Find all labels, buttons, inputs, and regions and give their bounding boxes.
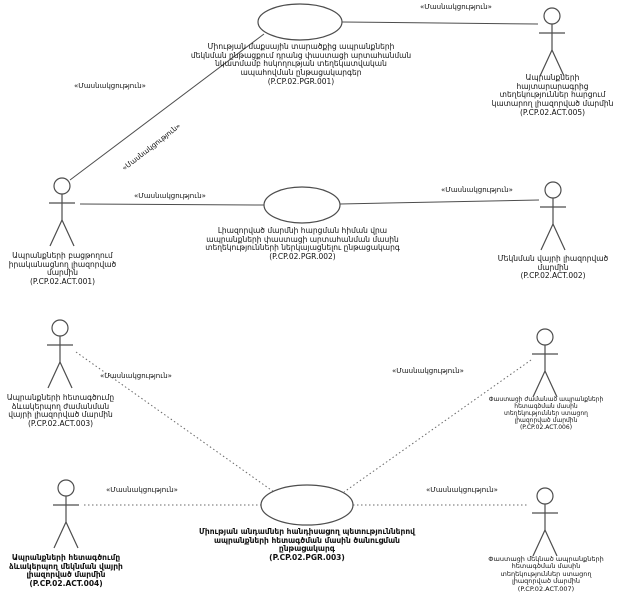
actor-label-act001 bbox=[5, 252, 120, 287]
actor-name-act002: Մեկնման վայրի լիազորված մարմին bbox=[497, 254, 609, 272]
actor-label-act003 bbox=[3, 394, 118, 429]
participation-label-act004-pgr003: «Մասնակցություն» bbox=[106, 486, 178, 494]
connector-pgr002-act002 bbox=[340, 200, 539, 204]
use-case-code-pgr002: (P.CP.02.PGR.002) bbox=[269, 251, 336, 261]
participation-label-pgr002-act002: «Մասնակցություն» bbox=[441, 186, 513, 194]
connector-act001-pgr002 bbox=[80, 204, 264, 205]
use-case-name-pgr002: Լիազորված մարմնի հարցման հիման վրա ապրանքների փաստացի արտահանման մասին տեղեկությունների ներկայացնելու ընթացակարգ bbox=[205, 226, 400, 253]
actor-code-act001: (P.CP.02.ACT.001) bbox=[29, 276, 96, 286]
participation-label-rotated: «Մասնակցություն» bbox=[120, 121, 183, 173]
actor-code-act002: (P.CP.02.ACT.002) bbox=[520, 271, 586, 281]
actor-icon-act003 bbox=[47, 320, 73, 388]
use-case-ellipse-pgr001 bbox=[258, 4, 342, 40]
actor-code-act003: (P.CP.02.ACT.003) bbox=[27, 418, 94, 428]
use-case-label-pgr001 bbox=[190, 43, 412, 86]
actor-icon-act002 bbox=[540, 182, 566, 250]
actor-code-act007: (P.CP.02.ACT.007) bbox=[517, 584, 575, 593]
actor-label-act004 bbox=[6, 554, 126, 589]
actor-name-act007: Փաստացի մեկնած ապրանքների հետագծման մասին տեղեկություններ ստացող լիազորված մարմին bbox=[488, 555, 604, 586]
participation-label-pgr001-act001: «Մասնակցություն» bbox=[74, 82, 146, 90]
participation-label-pgr001-act005: «Մասնակցություն» bbox=[420, 3, 492, 11]
actor-icon-act006 bbox=[532, 329, 558, 397]
actor-code-act006: (P.CP.02.ACT.006) bbox=[519, 423, 573, 431]
actor-name-act006: Փաստացի ժամանած ապրանքների հետագծման մասին տեղեկություններ ստացող լիազորված մարմին bbox=[488, 396, 604, 424]
connector-pgr001-act005 bbox=[342, 22, 538, 24]
actor-name-act005: Ապրանքների հայտարարագրից տեղեկություններ հարցում կատարող լիազորված մարմին bbox=[491, 73, 614, 108]
use-case-code-pgr003: (P.CP.02.PGR.003) bbox=[269, 552, 345, 562]
actor-icon-act004 bbox=[53, 480, 79, 548]
participation-label-act001-pgr002: «Մասնակցություն» bbox=[134, 192, 206, 200]
actor-name-act003: Ապրանքների հետագծումը ձևակերպող ժամանման վայրի լիազորված մարմին bbox=[6, 393, 115, 420]
actor-name-act004: Ապրանքների հետագծումը ձևակերպող մեկնման վայրի լիազորված մարմին bbox=[9, 553, 123, 580]
actor-name-act001: Ապրանքների բացթողում իրականացնող լիազորված մարմին bbox=[8, 251, 117, 278]
use-case-label-pgr003 bbox=[197, 528, 417, 563]
actor-label-act006 bbox=[487, 397, 605, 431]
use-case-name-pgr001: Միության մաքսային տարածքից ապրանքների մեկնման ընթացքում դրանց փաստացի արտահանման նկատմամբ հսկողության տեղեկատվական ապահովման ընթացակարգեր bbox=[190, 42, 412, 77]
use-case-name-pgr003: Միության անդամներ հանդիսացող պետություններով ապրանքների հետագծման մասին ծանուցման ընթացակարգ bbox=[199, 527, 415, 554]
actor-icon-act001 bbox=[49, 178, 75, 246]
use-case-ellipse-pgr003 bbox=[261, 485, 353, 525]
use-case-code-pgr001: (P.CP.02.PGR.001) bbox=[267, 76, 335, 86]
actor-label-act005 bbox=[490, 74, 615, 117]
participation-label-act006-pgr003: «Մասնակցություն» bbox=[392, 367, 464, 375]
participation-label-pgr003-act007: «Մասնակցություն» bbox=[426, 486, 498, 494]
participation-label-act003-pgr003: «Մասնակցություն» bbox=[100, 372, 172, 380]
actor-code-act004: (P.CP.02.ACT.004) bbox=[29, 578, 103, 588]
actor-label-act002 bbox=[493, 255, 613, 281]
actor-icon-act007 bbox=[532, 488, 558, 556]
use-case-label-pgr002 bbox=[200, 227, 405, 262]
actor-icon-act005 bbox=[539, 8, 565, 76]
actor-code-act005: (P.CP.02.ACT.005) bbox=[519, 107, 586, 117]
actor-label-act007 bbox=[486, 556, 606, 593]
use-case-ellipse-pgr002 bbox=[264, 187, 340, 223]
